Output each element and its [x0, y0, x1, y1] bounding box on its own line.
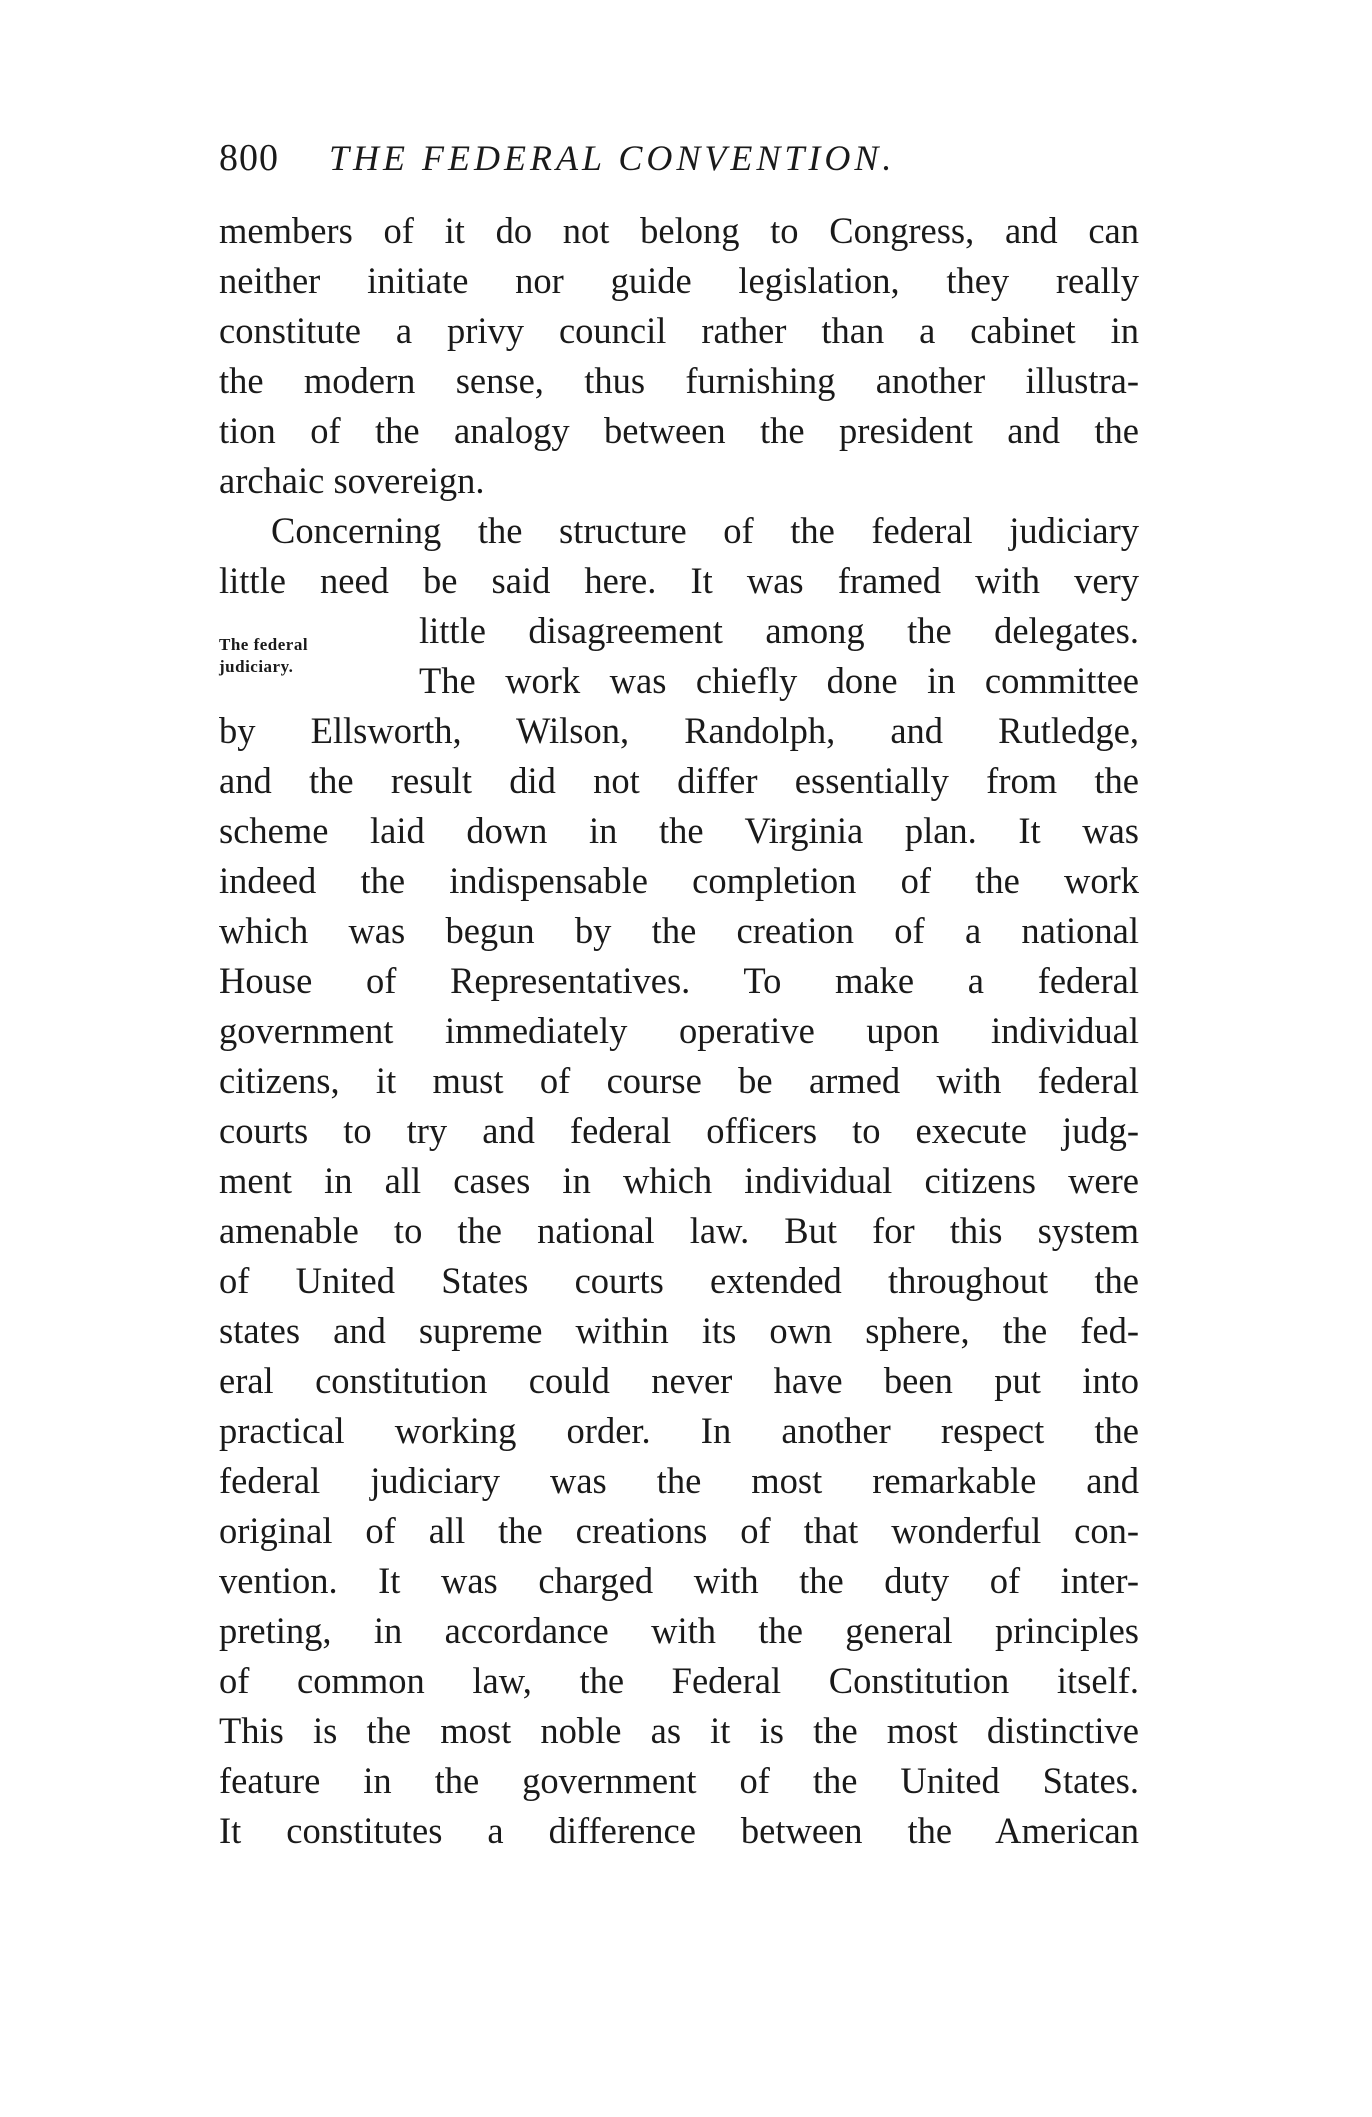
text-line: tion of the analogy between the president and the: [219, 410, 1139, 451]
text-line: It constitutes a difference between the American: [219, 1810, 1139, 1851]
text-line: courts to try and federal officers to execute judg-: [219, 1110, 1139, 1151]
text-line: little disagreement among the delegates.: [419, 610, 1139, 651]
text-line: feature in the government of the United States.: [219, 1760, 1139, 1801]
body-text: [219, 206, 1139, 1856]
text-line: constitute a privy council rather than a cabinet in: [219, 310, 1139, 351]
text-line: Concerning the structure of the federal judiciary: [271, 510, 1139, 551]
text-line: original of all the creations of that wonderful con-: [219, 1510, 1139, 1551]
text-line: citizens, it must of course be armed with federal: [219, 1060, 1139, 1101]
text-line: practical working order. In another respect the: [219, 1410, 1139, 1451]
text-line: and the result did not differ essentially from the: [219, 760, 1139, 801]
text-line: members of it do not belong to Congress, and can: [219, 210, 1139, 251]
text-line: This is the most noble as it is the most distinctive: [219, 1710, 1139, 1751]
text-line: preting, in accordance with the general principles: [219, 1610, 1139, 1651]
running-title: THE FEDERAL CONVENTION.: [329, 138, 896, 178]
margin-note-line: judiciary.: [219, 657, 294, 676]
page-number: 800: [219, 137, 279, 179]
text-line: indeed the indispensable completion of the work: [219, 860, 1139, 901]
text-line: archaic sovereign.: [219, 460, 485, 501]
text-line: federal judiciary was the most remarkable and: [219, 1460, 1139, 1501]
text-line: states and supreme within its own sphere, the fed-: [219, 1310, 1139, 1351]
text-line: vention. It was charged with the duty of inter-: [219, 1560, 1139, 1601]
text-line: scheme laid down in the Virginia plan. It was: [219, 810, 1139, 851]
text-line: amenable to the national law. But for this system: [219, 1210, 1139, 1251]
text-line: House of Representatives. To make a federal: [219, 960, 1139, 1001]
text-line: which was begun by the creation of a national: [219, 910, 1139, 951]
page-header: [219, 128, 1139, 188]
text-line: by Ellsworth, Wilson, Randolph, and Rutledge,: [219, 710, 1139, 751]
text-line: little need be said here. It was framed with very: [219, 560, 1139, 601]
text-line: The work was chiefly done in committee: [419, 660, 1139, 701]
text-line: ment in all cases in which individual citizens were: [219, 1160, 1139, 1201]
text-line: of United States courts extended throughout the: [219, 1260, 1139, 1301]
text-line: eral constitution could never have been put into: [219, 1360, 1139, 1401]
text-line: neither initiate nor guide legislation, they really: [219, 260, 1139, 301]
text-line: of common law, the Federal Constitution itself.: [219, 1660, 1139, 1701]
text-line: the modern sense, thus furnishing another illustra-: [219, 360, 1139, 401]
text-line: government immediately operative upon individual: [219, 1010, 1139, 1051]
margin-note-line: The federal: [219, 635, 309, 654]
